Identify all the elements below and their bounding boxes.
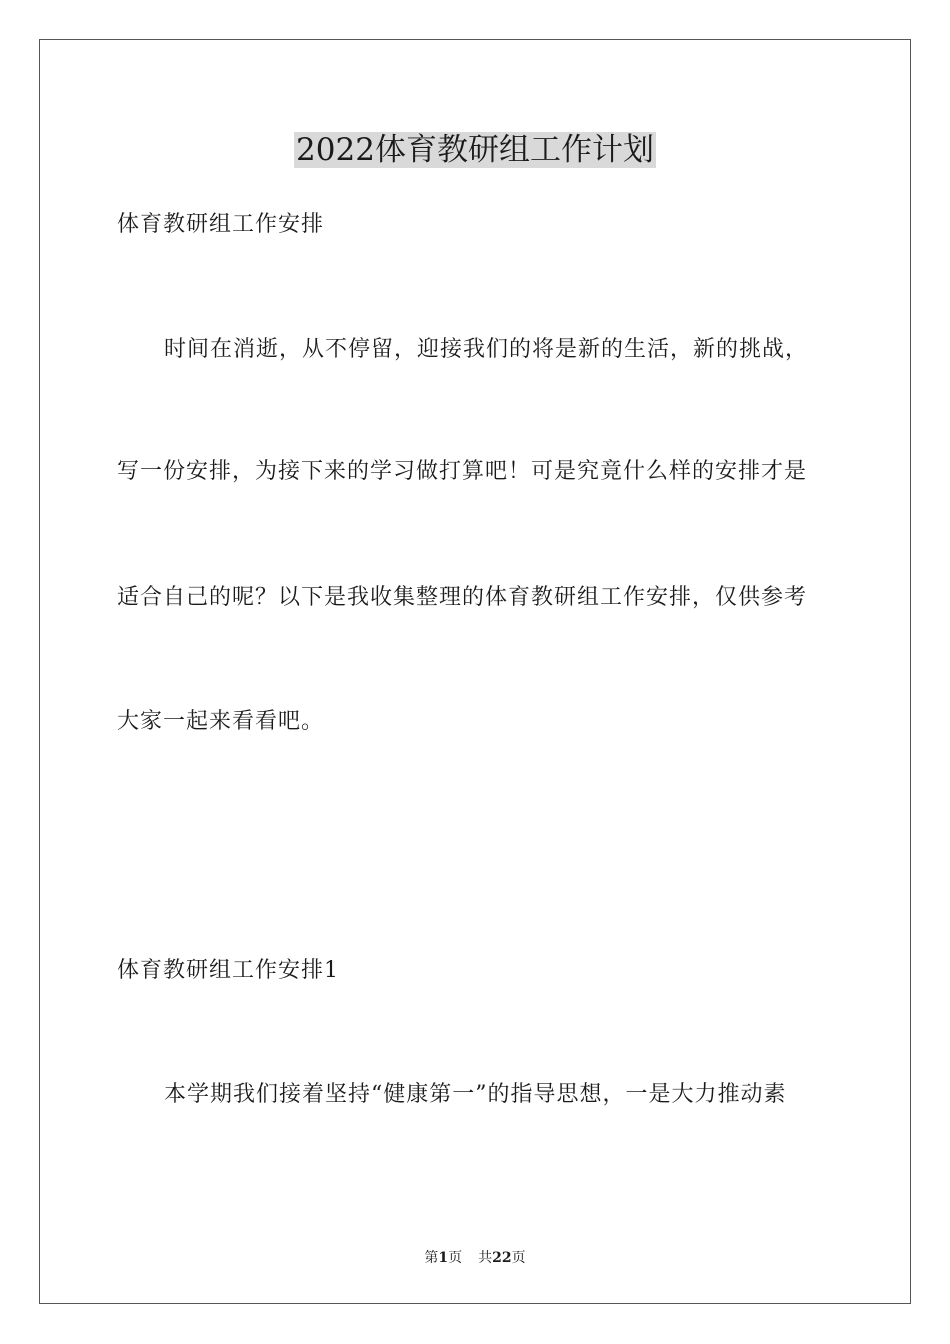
page-current: 1 xyxy=(438,1250,449,1266)
page-total: 22 xyxy=(492,1250,512,1266)
document-title xyxy=(0,128,950,172)
section-heading: 体育教研组工作安排1 xyxy=(117,958,339,983)
paragraph-line: 时间在消逝，从不停留，迎接我们的将是新的生活，新的挑战， xyxy=(164,337,809,362)
total-suffix: 页 xyxy=(511,1250,526,1266)
page-footer xyxy=(0,1248,950,1268)
paragraph-line: 本学期我们接着坚持“健康第一”的指导思想，一是大力推动素 xyxy=(164,1082,787,1107)
page-suffix: 页 xyxy=(448,1250,463,1266)
total-prefix: 共 xyxy=(478,1250,493,1266)
page-prefix: 第 xyxy=(424,1250,439,1266)
section-heading: 体育教研组工作安排 xyxy=(117,212,325,237)
paragraph-line: 大家一起来看看吧。 xyxy=(117,709,325,734)
paragraph-line: 适合自己的呢？以下是我收集整理的体育教研组工作安排，仅供参考 xyxy=(117,585,808,610)
paragraph-line: 写一份安排，为接下来的学习做打算吧！可是究竟什么样的安排才是 xyxy=(117,459,808,484)
document-title-text: 2022体育教研组工作计划 xyxy=(296,132,654,168)
